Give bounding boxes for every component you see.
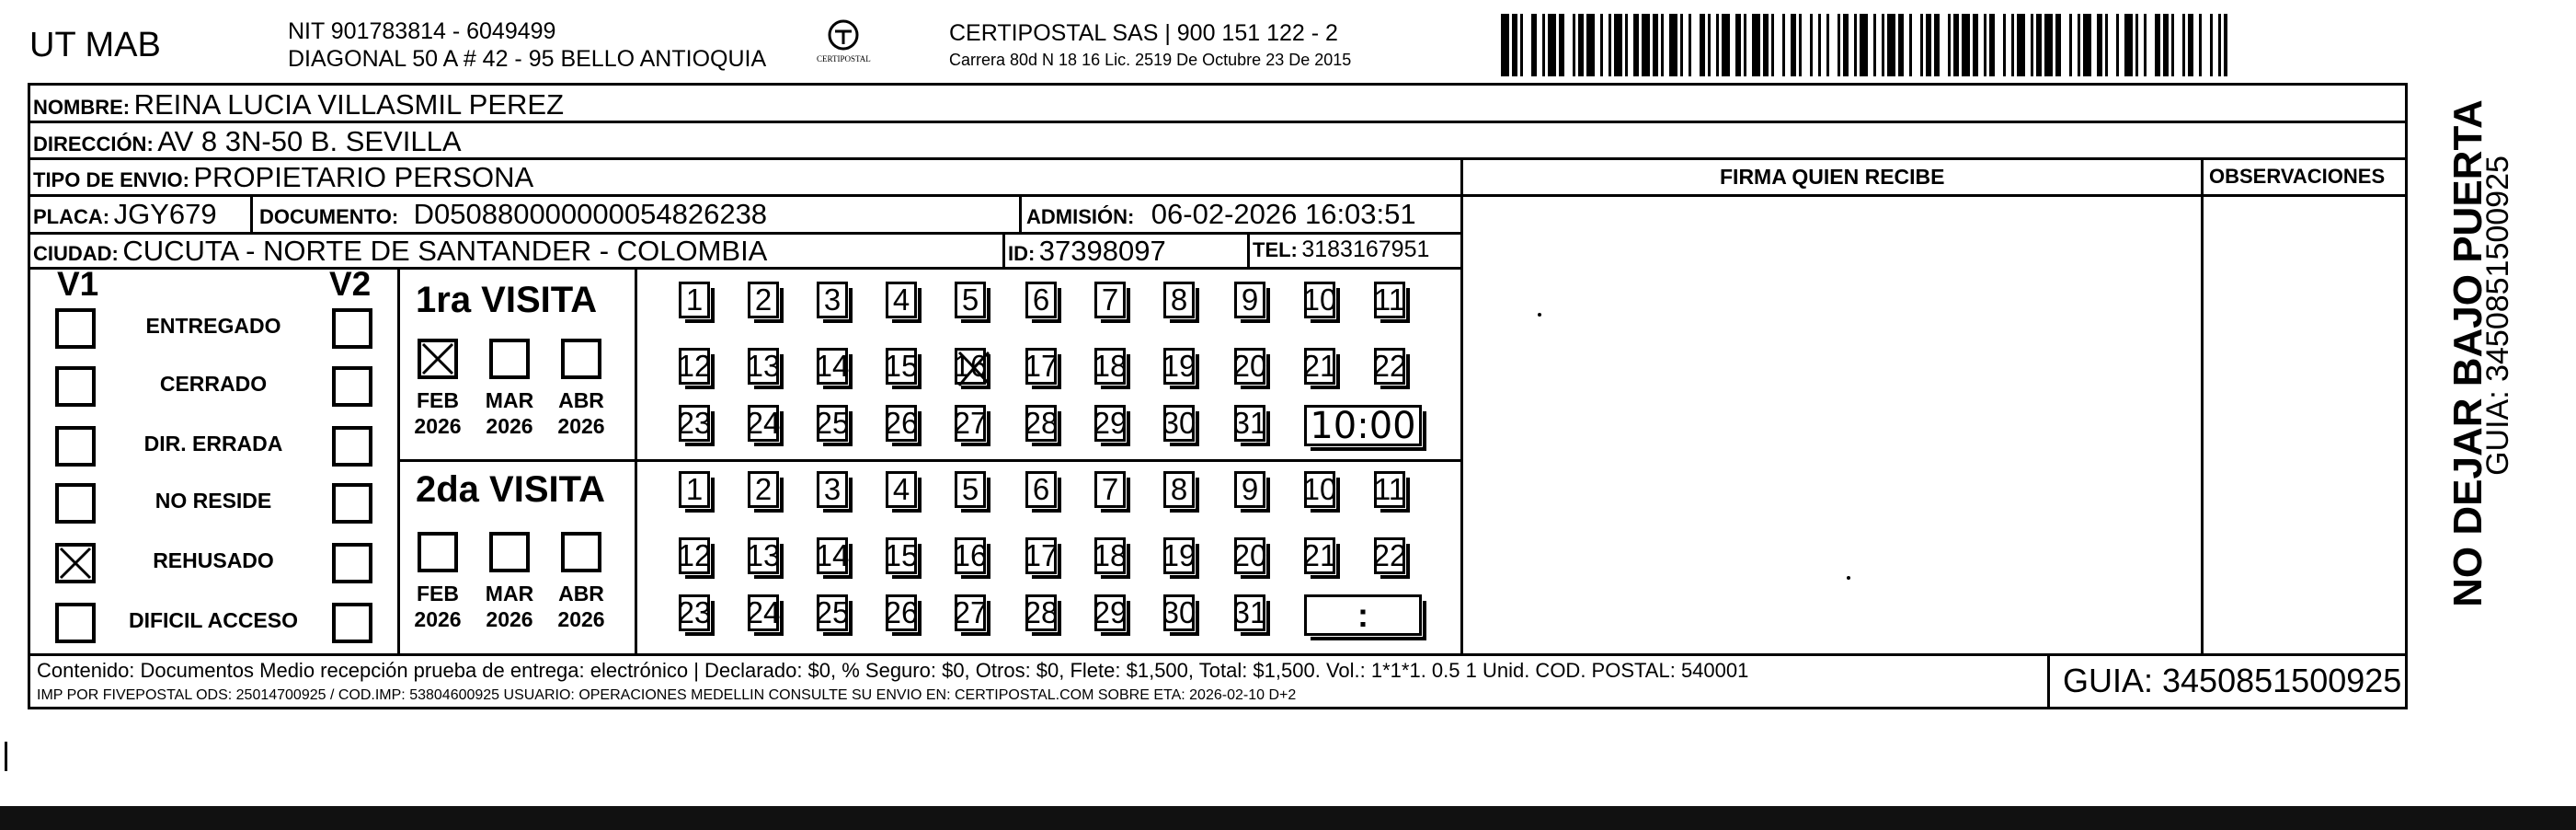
- barcode-bar: [1744, 14, 1746, 76]
- day-box[interactable]: 12: [677, 349, 712, 383]
- month-label: ABR: [558, 388, 604, 412]
- day-box[interactable]: 1: [679, 471, 710, 508]
- barcode-bar: [1973, 14, 1978, 76]
- barcode-bar: [2031, 14, 2033, 76]
- barcode-bar: [1752, 14, 1760, 76]
- barcode-bar: [1586, 14, 1595, 76]
- barcode-bar: [1548, 14, 1556, 76]
- day-box[interactable]: 7: [1094, 471, 1126, 508]
- year-label: 2026: [414, 607, 462, 631]
- v1-checkbox[interactable]: [55, 426, 96, 467]
- day-box[interactable]: 23: [677, 406, 712, 440]
- barcode-bar: [1501, 14, 1509, 76]
- day-box[interactable]: 18: [1093, 538, 1128, 572]
- day-box[interactable]: 27: [953, 595, 988, 629]
- barcode-bar: [2011, 14, 2014, 76]
- day-box[interactable]: 21: [1302, 349, 1337, 383]
- day-box[interactable]: 17: [1024, 349, 1059, 383]
- barcode-bar: [2199, 14, 2202, 76]
- v2-heading: V2: [329, 265, 372, 303]
- placa-label: PLACA:: [33, 205, 110, 228]
- day-box[interactable]: 31: [1232, 595, 1267, 629]
- barcode-bar: [2044, 14, 2053, 76]
- direccion-label: DIRECCIÓN:: [33, 133, 154, 156]
- year-label: 2026: [414, 414, 462, 438]
- company-name: UT MAB: [29, 26, 161, 64]
- day-box[interactable]: 26: [884, 406, 919, 440]
- barcode-bar: [2017, 14, 2025, 76]
- v2-checkbox[interactable]: [332, 426, 372, 467]
- day-box[interactable]: 30: [1162, 406, 1196, 440]
- barcode-bar: [1771, 14, 1774, 76]
- tipo-envio-label: TIPO DE ENVIO:: [33, 168, 189, 191]
- month-label: FEB: [417, 388, 459, 412]
- month-checkbox[interactable]: [561, 532, 601, 572]
- day-box[interactable]: 20: [1232, 349, 1267, 383]
- barcode-bar: [2083, 14, 2091, 76]
- day-box[interactable]: 26: [884, 595, 919, 629]
- day-box[interactable]: 29: [1093, 406, 1128, 440]
- barcode-bar: [1625, 14, 1628, 76]
- day-box[interactable]: 10: [1302, 472, 1337, 506]
- direccion-value: AV 8 3N-50 B. SEVILLA: [157, 125, 462, 157]
- first-visit-time[interactable]: 10:00: [1304, 405, 1422, 446]
- day-box[interactable]: 14: [815, 538, 850, 572]
- day-box[interactable]: 19: [1162, 349, 1196, 383]
- ciudad-label: CIUDAD:: [33, 242, 119, 265]
- barcode-bar: [1600, 14, 1603, 76]
- day-box[interactable]: 1: [679, 282, 710, 318]
- tel-label: TEL:: [1253, 238, 1298, 261]
- day-box[interactable]: 17: [1024, 538, 1059, 572]
- barcode-bar: [2155, 14, 2160, 76]
- day-box[interactable]: 6: [1025, 471, 1057, 508]
- barcode-bar: [1984, 14, 1986, 76]
- left-edge-mark: [5, 742, 7, 771]
- barcode-bar: [2135, 14, 2138, 76]
- day-box[interactable]: 8: [1163, 282, 1195, 318]
- v2-checkbox[interactable]: [332, 366, 372, 407]
- year-label: 2026: [557, 414, 605, 438]
- barcode-bar: [2036, 14, 2042, 76]
- barcode-bar: [1520, 14, 1523, 76]
- day-box[interactable]: 2: [748, 471, 779, 508]
- barcode-bar: [1953, 14, 1959, 76]
- certipostal-license: Carrera 80d N 18 16 Lic. 2519 De Octubre 23 De 2015: [949, 51, 1352, 69]
- barcode-bar: [2224, 14, 2227, 76]
- status-option-label: ENTREGADO: [145, 314, 281, 338]
- month-checkbox[interactable]: [561, 339, 601, 379]
- barcode-bar: [1669, 14, 1677, 76]
- barcode-bar: [2124, 14, 2133, 76]
- barcode-bar: [2105, 14, 2108, 76]
- day-box[interactable]: 22: [1372, 349, 1407, 383]
- id-field: [1008, 236, 1166, 265]
- admision-label: ADMISIÓN:: [1026, 205, 1135, 228]
- first-visit-heading: 1ra VISITA: [416, 280, 598, 320]
- v2-checkbox[interactable]: [332, 483, 372, 524]
- barcode-bar: [1818, 14, 1821, 76]
- status-option-label: DIR. ERRADA: [143, 432, 283, 455]
- day-box[interactable]: 12: [677, 538, 712, 572]
- year-label: 2026: [486, 607, 533, 631]
- day-box[interactable]: 15: [884, 349, 919, 383]
- day-box[interactable]: 22: [1372, 538, 1407, 572]
- v2-checkbox[interactable]: [332, 308, 372, 349]
- day-box[interactable]: 6: [1025, 282, 1057, 318]
- barcode-bar: [1559, 14, 1564, 76]
- scan-mark: [1538, 313, 1541, 317]
- barcode-bar: [1989, 14, 1995, 76]
- id-label: ID:: [1008, 242, 1036, 265]
- barcode-bar: [1531, 14, 1537, 76]
- barcode-bar: [1763, 14, 1769, 76]
- day-box[interactable]: 16: [953, 538, 988, 572]
- day-box[interactable]: 4: [886, 282, 917, 318]
- barcode-bar: [1843, 14, 1849, 76]
- barcode-bar: [1873, 14, 1876, 76]
- day-box[interactable]: 13: [746, 538, 781, 572]
- no-dejar-bajo-puerta: NO DEJAR BAJO PUERTA: [2445, 99, 2490, 607]
- day-box[interactable]: 31: [1232, 406, 1267, 440]
- status-option-label: DIFICIL ACCESO: [128, 608, 298, 632]
- day-box[interactable]: 5: [955, 471, 986, 508]
- day-box[interactable]: 27: [953, 406, 988, 440]
- barcode-bar: [1791, 14, 1796, 76]
- tipo-envio-value: PROPIETARIO PERSONA: [193, 161, 534, 193]
- v1-checkbox[interactable]: [55, 308, 96, 349]
- tel-field: [1253, 238, 1429, 261]
- footer-contenido: Contenido: Documentos Medio recepción prueba de entrega: electrónico | Declarado: $0, % Seguro: $0, Otros: $0, Flete: $1,500, Total: $1,500. Vol.: 1*1*1. 0.5 1 Unid. COD. POSTAL: 540001: [37, 659, 1749, 682]
- v1-heading: V1: [57, 265, 99, 303]
- barcode-bar: [1838, 14, 1840, 76]
- barcode-bar: [1887, 14, 1895, 76]
- barcode-bar: [1962, 14, 1970, 76]
- month-label: MAR: [485, 582, 534, 605]
- check-x-icon: [59, 547, 92, 580]
- day-box[interactable]: 9: [1234, 471, 1265, 508]
- month-label: MAR: [485, 388, 534, 412]
- barcode-bar: [1680, 14, 1683, 76]
- barcode-bar: [2069, 14, 2072, 76]
- barcode-bar: [1512, 14, 1517, 76]
- status-option-label: REHUSADO: [153, 548, 274, 572]
- barcode-bar: [1854, 14, 1857, 76]
- scan-mark: [1847, 576, 1850, 580]
- day-box[interactable]: 19: [1162, 538, 1196, 572]
- direccion-row: [33, 127, 462, 156]
- day-box[interactable]: 15: [884, 538, 919, 572]
- day-box[interactable]: 5: [955, 282, 986, 318]
- certipostal-logo: [811, 17, 876, 74]
- ciudad-value: CUCUTA - NORTE DE SANTANDER - COLOMBIA: [122, 235, 768, 267]
- admision-value: 06-02-2026 16:03:51: [1151, 198, 1416, 230]
- v2-checkbox[interactable]: [332, 543, 372, 583]
- day-box[interactable]: 21: [1302, 538, 1337, 572]
- barcode-bar: [1661, 14, 1664, 76]
- day-box[interactable]: 29: [1093, 595, 1128, 629]
- side-text: [2410, 92, 2557, 644]
- day-box[interactable]: 10: [1302, 282, 1337, 317]
- barcode-bar: [1573, 14, 1575, 76]
- year-label: 2026: [557, 607, 605, 631]
- barcode-bar: [1799, 14, 1802, 76]
- barcode-bar: [2182, 14, 2185, 76]
- barcode-bar: [2144, 14, 2147, 76]
- day-box[interactable]: 9: [1234, 282, 1265, 318]
- barcode-bar: [1948, 14, 1951, 76]
- v2-checkbox[interactable]: [332, 603, 372, 643]
- day-box[interactable]: 16: [955, 348, 986, 385]
- day-box[interactable]: 13: [746, 349, 781, 383]
- status-option-label: CERRADO: [159, 372, 268, 396]
- barcode-bar: [1934, 14, 1940, 76]
- barcode-bar: [2003, 14, 2006, 76]
- barcode-bar: [1898, 14, 1904, 76]
- day-box[interactable]: 30: [1162, 595, 1196, 629]
- day-box[interactable]: 20: [1232, 538, 1267, 572]
- barcode-bar: [1614, 14, 1622, 76]
- barcode-bar: [1700, 14, 1705, 76]
- placa-field: [33, 200, 217, 228]
- month-checkbox[interactable]: [489, 532, 530, 572]
- barcode-bar: [1782, 14, 1785, 76]
- firma-heading: FIRMA QUIEN RECIBE: [1720, 165, 1945, 189]
- tipo-envio-row: [33, 163, 533, 191]
- barcode-bar: [2171, 14, 2174, 76]
- barcode: [1501, 14, 2227, 76]
- tel-value: 3183167951: [1301, 236, 1430, 262]
- day-box[interactable]: 11: [1373, 472, 1406, 506]
- day-box[interactable]: 24: [746, 406, 781, 440]
- logo-text: CERTIPOSTAL: [817, 54, 871, 63]
- day-box[interactable]: 25: [815, 595, 850, 629]
- day-mark-icon: [956, 347, 992, 389]
- barcode-bar: [1542, 14, 1545, 76]
- second-visit-time[interactable]: :: [1304, 594, 1422, 636]
- sender-address: DIAGONAL 50 A # 42 - 95 BELLO ANTIOQUIA: [288, 46, 767, 72]
- barcode-bar: [1882, 14, 1884, 76]
- certipostal-info: CERTIPOSTAL SAS | 900 151 122 - 2: [949, 20, 1338, 46]
- documento-value: D050880000000054826238: [413, 198, 768, 230]
- footer-guia: GUIA: 3450851500925: [2063, 662, 2402, 699]
- barcode-bar: [1926, 14, 1931, 76]
- scan-bottom-bar: [0, 806, 2576, 830]
- barcode-bar: [1810, 14, 1813, 76]
- barcode-bar: [2055, 14, 2061, 76]
- barcode-bar: [2163, 14, 2169, 76]
- v1-checkbox[interactable]: [55, 543, 96, 583]
- day-box[interactable]: 23: [677, 595, 712, 629]
- day-box[interactable]: 11: [1373, 282, 1406, 317]
- barcode-bar: [1609, 14, 1611, 76]
- day-box[interactable]: 2: [748, 282, 779, 318]
- barcode-bar: [1642, 14, 1650, 76]
- barcode-bar: [2116, 14, 2119, 76]
- month-checkbox[interactable]: [489, 339, 530, 379]
- id-value: 37398097: [1038, 235, 1166, 267]
- year-label: 2026: [486, 414, 533, 438]
- side-guia: GUIA: 3450851500925: [2480, 156, 2515, 476]
- barcode-bar: [1653, 14, 1658, 76]
- day-box[interactable]: 3: [817, 282, 848, 318]
- observaciones-heading: OBSERVACIONES: [2209, 165, 2386, 188]
- month-label: FEB: [417, 582, 459, 605]
- footer-imp: IMP POR FIVEPOSTAL ODS: 25014700925 / COD.IMP: 53804600925 USUARIO: OPERACIONES MEDELLIN CONSULTE SU ENVIO EN: CERTIPOSTAL.COM SOBRE ETA: 2026-02-10 D+2: [37, 687, 1297, 703]
- day-box[interactable]: 14: [815, 349, 850, 383]
- barcode-bar: [2188, 14, 2193, 76]
- barcode-bar: [1920, 14, 1923, 76]
- barcode-bar: [1826, 14, 1829, 76]
- month-checkbox[interactable]: [418, 532, 458, 572]
- barcode-bar: [2210, 14, 2213, 76]
- v1-checkbox[interactable]: [55, 483, 96, 524]
- v1-checkbox[interactable]: [55, 603, 96, 643]
- day-box[interactable]: 7: [1094, 282, 1126, 318]
- barcode-bar: [1860, 14, 1868, 76]
- documento-field: [259, 200, 767, 228]
- second-visit-heading: 2da VISITA: [416, 469, 605, 510]
- day-box[interactable]: 24: [746, 595, 781, 629]
- barcode-bar: [1708, 14, 1711, 76]
- barcode-bar: [2097, 14, 2102, 76]
- barcode-bar: [1578, 14, 1584, 76]
- placa-value: JGY679: [113, 198, 217, 230]
- status-option-label: NO RESIDE: [155, 489, 272, 513]
- day-box[interactable]: 8: [1163, 471, 1195, 508]
- month-checkbox[interactable]: [418, 339, 458, 379]
- day-box[interactable]: 28: [1024, 595, 1059, 629]
- day-box[interactable]: 25: [815, 406, 850, 440]
- month-label: ABR: [558, 582, 604, 605]
- check-x-icon: [421, 342, 454, 375]
- nombre-value: REINA LUCIA VILLASMIL PEREZ: [133, 88, 565, 121]
- nombre-label: NOMBRE:: [33, 96, 131, 119]
- day-box[interactable]: 4: [886, 471, 917, 508]
- barcode-bar: [1909, 14, 1912, 76]
- barcode-bar: [1716, 14, 1719, 76]
- v1-checkbox[interactable]: [55, 366, 96, 407]
- day-box[interactable]: 3: [817, 471, 848, 508]
- day-box[interactable]: 28: [1024, 406, 1059, 440]
- day-box[interactable]: 18: [1093, 349, 1128, 383]
- ciudad-field: [33, 236, 767, 265]
- barcode-bar: [1633, 14, 1639, 76]
- barcode-bar: [2078, 14, 2080, 76]
- admision-field: [1026, 200, 1416, 228]
- documento-label: DOCUMENTO:: [259, 205, 399, 228]
- barcode-bar: [1689, 14, 1691, 76]
- barcode-bar: [1722, 14, 1730, 76]
- barcode-bar: [2218, 14, 2221, 76]
- nit-text: NIT 901783814 - 6049499: [288, 18, 556, 44]
- barcode-bar: [1735, 14, 1741, 76]
- nombre-row: [33, 90, 564, 119]
